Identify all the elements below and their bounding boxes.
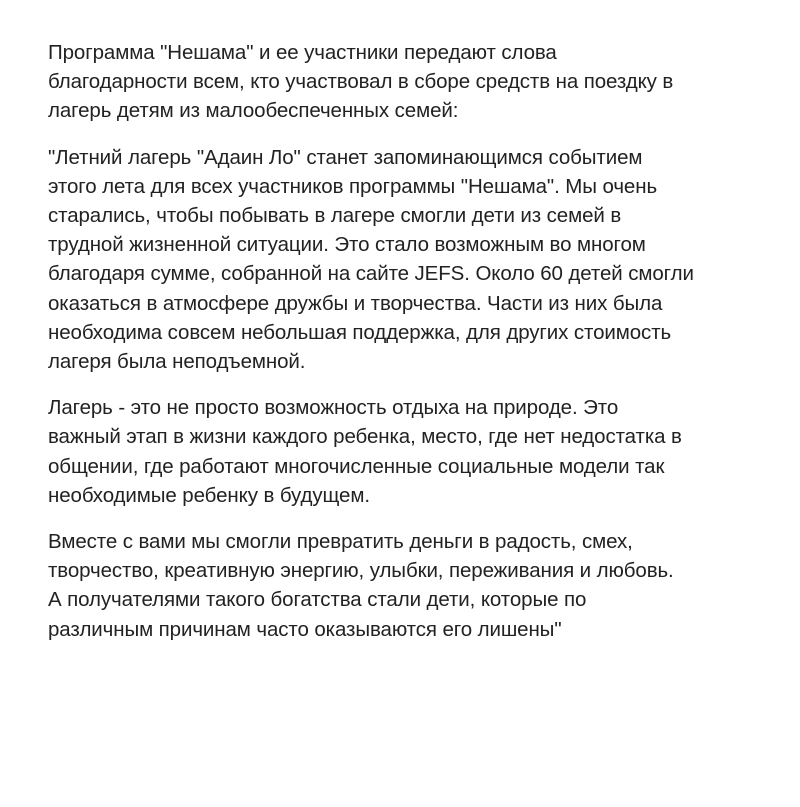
text-line: трудной жизненной ситуации. Это стало возможным во многом — [48, 233, 646, 257]
paragraph-camp-importance — [48, 393, 778, 510]
text-line: общении, где работают многочисленные социальные модели так — [48, 454, 665, 478]
text-line: различным причинам часто оказываются его лишены" — [48, 617, 562, 641]
text-line: лагерь детям из малообеспеченных семей: — [48, 99, 459, 123]
document-body — [48, 38, 778, 661]
paragraph-thanks — [48, 38, 778, 126]
text-line: А получателями такого богатства стали дети, которые по — [48, 588, 587, 612]
text-line: благодарности всем, кто участвовал в сборе средств на поездку в — [48, 70, 674, 94]
text-line: творчество, креативную энергию, улыбки, переживания и любовь. — [48, 559, 674, 583]
paragraph-summer-camp — [48, 143, 778, 377]
text-line: Вместе с вами мы смогли превратить деньги в радость, смех, — [48, 530, 633, 554]
text-line: важный этап в жизни каждого ребенка, место, где нет недостатка в — [48, 425, 682, 449]
text-line: оказаться в атмосфере дружбы и творчества. Части из них была — [48, 291, 663, 315]
paragraph-together — [48, 527, 778, 644]
text-line: Программа "Нешама" и ее участники передают слова — [48, 41, 557, 64]
text-line: благодаря сумме, собранной на сайте JEFS. Около 60 детей смогли — [48, 262, 694, 286]
text-line: необходима совсем небольшая поддержка, для других стоимость — [48, 320, 672, 344]
text-line: этого лета для всех участников программы "Нешама". Мы очень — [48, 174, 658, 198]
text-line: лагеря была неподъемной. — [48, 350, 306, 374]
text-line: необходимые ребенку в будущем. — [48, 483, 370, 507]
text-line: Лагерь - это не просто возможность отдыха на природе. Это — [48, 396, 619, 420]
text-line: "Летний лагерь "Адаин Ло" станет запоминающимся событием — [48, 145, 643, 169]
text-line: старались, чтобы побывать в лагере смогли дети из семей в — [48, 204, 622, 228]
